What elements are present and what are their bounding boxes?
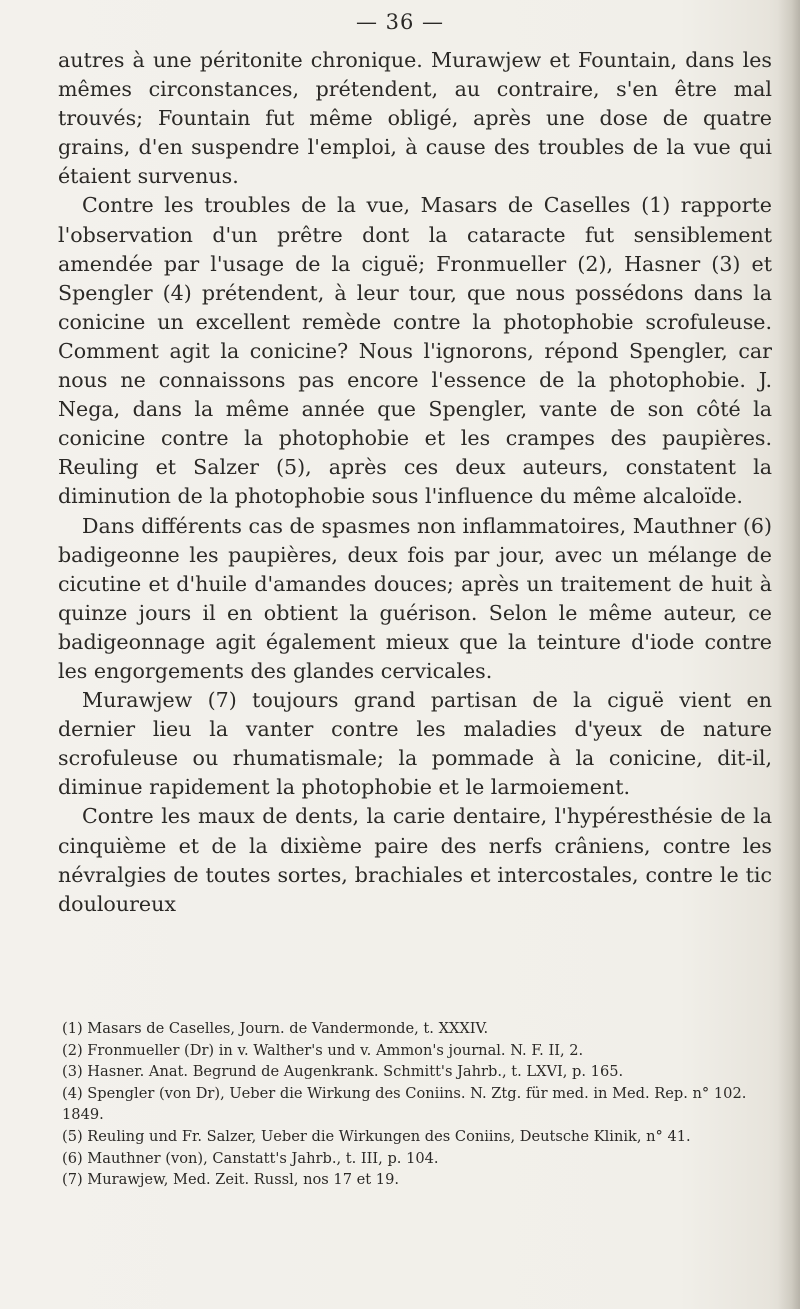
footnote: (4) Spengler (von Dr), Ueber die Wirkung des Coniins. N. Ztg. für med. in Med. Rep. n° 102. 1849. [62, 1084, 747, 1124]
footnote: (3) Hasner. Anat. Begrund de Augenkrank. Schmitt's Jahrb., t. LXVI, p. 165. [62, 1063, 624, 1081]
body-text [58, 46, 772, 919]
footnote: (7) Murawjew, Med. Zeit. Russl, nos 17 et 19. [62, 1171, 399, 1189]
footnote: (5) Reuling und Fr. Salzer, Ueber die Wirkungen des Coniins, Deutsche Klinik, n° 41. [62, 1127, 691, 1145]
page-number: — 36 — [355, 10, 445, 34]
footnote: (2) Fronmueller (Dr) in v. Walther's und v. Ammon's journal. N. F. II, 2. [62, 1041, 584, 1059]
paragraph: Contre les troubles de la vue, Masars de Caselles (1) rapporte l'observation d'un prêtre dont la cataracte fut sensiblement amendée par l'usage de la ciguë; Fronmueller (2), Hasner (3) et Spengler (4) prétendent, à leur tour, que nous possédons dans la conicine un excellent remède contre la photophobie scrofuleuse. Comment agit la conicine? Nous l'ignorons, répond Spengler, car nous ne connaissons pas encore l'essence de la photophobie. J. Nega, dans la même année que Spengler, vante de son côté la conicine contre la photophobie et les crampes des paupières. Reuling et Salzer (5), après ces deux auteurs, constatent la diminution de la photophobie sous l'influence du même alcaloïde. [58, 193, 772, 509]
paragraph: Dans différents cas de spasmes non inflammatoires, Mauthner (6) badigeonne les paupières, deux fois par jour, avec un mélange de cicutine et d'huile d'amandes douces; après un traitement de huit à quinze jours il en obtient la guérison. Selon le même auteur, ce badigeonnage agit également mieux que la teinture d'iode contre les engorgements des glandes cervicales. [58, 513, 772, 683]
footnote: (6) Mauthner (von), Canstatt's Jahrb., t. III, p. 104. [62, 1149, 439, 1167]
page-edge-shadow [778, 0, 800, 1309]
footnote: (1) Masars de Caselles, Journ. de Vandermonde, t. XXXIV. [62, 1020, 489, 1037]
paragraph: Contre les maux de dents, la carie dentaire, l'hypéresthésie de la cinquième et de la dixième paire des nerfs crâniens, contre les névralgies de toutes sortes, brachiales et intercostales, contre le tic douloureux [58, 804, 772, 916]
footnotes [58, 1018, 772, 1191]
paragraph: Murawjew (7) toujours grand partisan de la ciguë vient en dernier lieu la vanter contre les maladies d'yeux de nature scrofuleuse ou rhumatismale; la pommade à la conicine, dit-il, diminue rapidement la photophobie et le larmoiement. [58, 688, 772, 800]
paragraph: autres à une péritonite chronique. Murawjew et Fountain, dans les mêmes circonstances, prétendent, au contraire, s'en être mal trouvés; Fountain fut même obligé, après une dose de quatre grains, d'en suspendre l'emploi, à cause des troubles de la vue qui étaient survenus. [58, 48, 772, 189]
